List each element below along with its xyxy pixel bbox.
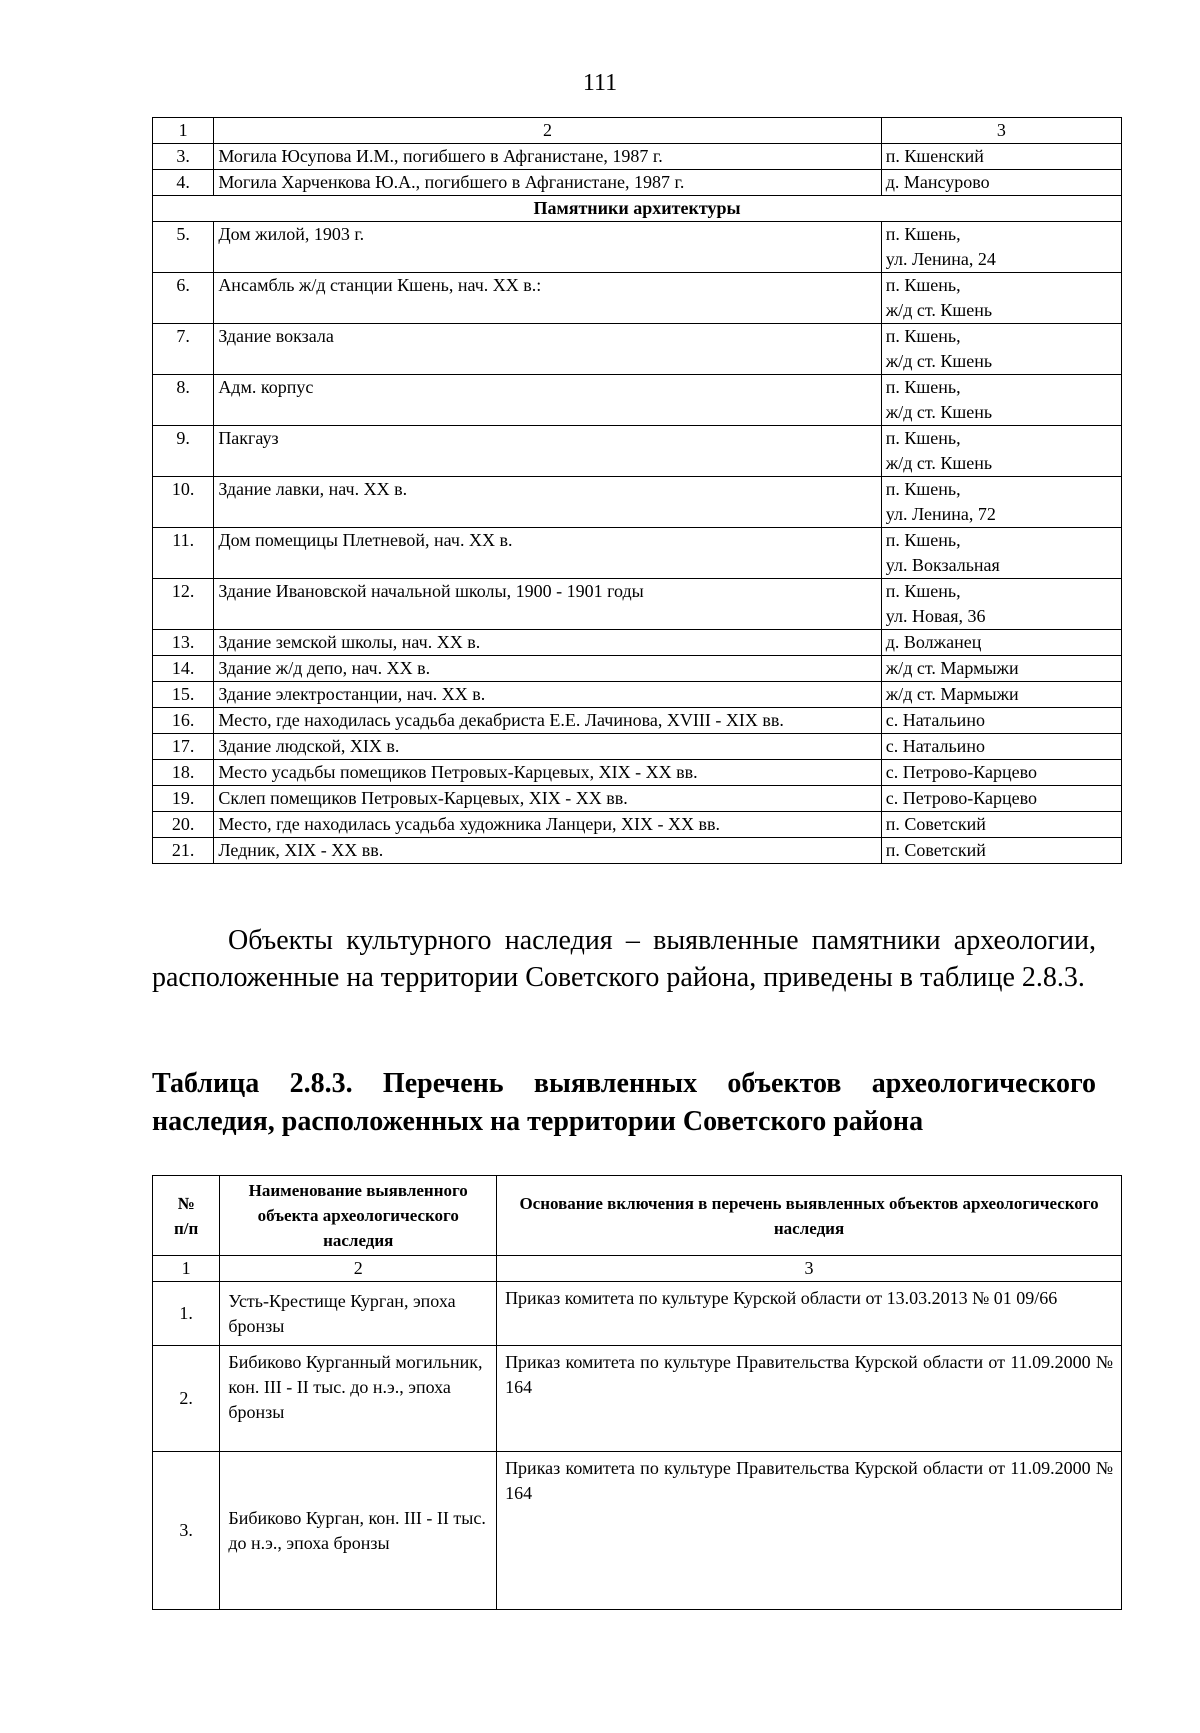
object-name: Здание Ивановской начальной школы, 1900 - 1901 годы xyxy=(214,579,881,630)
object-location xyxy=(881,656,1121,682)
header-name-cell: Наименование выявленного объекта археологического наследия xyxy=(220,1176,497,1256)
location-line: п. Советский xyxy=(885,814,986,834)
inclusion-basis: Приказ комитета по культуре Правительства Курской области от 11.09.2000 № 164 xyxy=(497,1346,1122,1452)
location-line: ул. Ленина, 72 xyxy=(885,504,996,524)
object-location xyxy=(881,528,1121,579)
table-row xyxy=(153,1346,1122,1452)
location-line: п. Кшень, xyxy=(885,275,961,295)
header-num-line2: п/п xyxy=(174,1218,199,1238)
object-location xyxy=(881,579,1121,630)
table-header-row xyxy=(153,118,1122,144)
object-name: Ансамбль ж/д станции Кшень, нач. XX в.: xyxy=(214,273,881,324)
location-line: ж/д ст. Кшень xyxy=(885,351,993,371)
row-number: 8. xyxy=(153,375,214,426)
row-number: 2. xyxy=(153,1346,220,1452)
header-cell: 1 xyxy=(153,118,214,144)
table-row xyxy=(153,734,1122,760)
object-name: Здание ж/д депо, нач. XX в. xyxy=(214,656,881,682)
row-number: 9. xyxy=(153,426,214,477)
object-name: Здание лавки, нач. XX в. xyxy=(214,477,881,528)
row-number: 21. xyxy=(153,838,214,864)
location-line: с. Петрово-Карцево xyxy=(885,788,1037,808)
page-number: 111 xyxy=(582,70,618,96)
table-row xyxy=(153,682,1122,708)
object-location xyxy=(881,838,1121,864)
location-line: с. Натальино xyxy=(885,736,985,756)
object-name: Здание электростанции, нач. XX в. xyxy=(214,682,881,708)
table-row xyxy=(153,579,1122,630)
object-name: Склеп помещиков Петровых-Карцевых, XIX - XX вв. xyxy=(214,786,881,812)
table-row xyxy=(153,812,1122,838)
table-row xyxy=(153,656,1122,682)
object-name: Бибиково Курган, кон. III - II тыс. до н.э., эпоха бронзы xyxy=(220,1452,497,1610)
row-number: 12. xyxy=(153,579,214,630)
monuments-table xyxy=(152,117,1122,864)
table-row xyxy=(153,477,1122,528)
object-name: Здание земской школы, нач. XX в. xyxy=(214,630,881,656)
row-number: 10. xyxy=(153,477,214,528)
inclusion-basis: Приказ комитета по культуре Правительства Курской области от 11.09.2000 № 164 xyxy=(497,1452,1122,1610)
object-location xyxy=(881,734,1121,760)
object-name: Ледник, XIX - XX вв. xyxy=(214,838,881,864)
location-line: п. Кшень, xyxy=(885,581,961,601)
location-line: п. Кшень, xyxy=(885,326,961,346)
row-number: 3. xyxy=(153,1452,220,1610)
table-row xyxy=(153,375,1122,426)
location-line: ж/д ст. Кшень xyxy=(885,402,993,422)
location-line: ж/д ст. Кшень xyxy=(885,300,993,320)
object-location xyxy=(881,324,1121,375)
object-name: Место усадьбы помещиков Петровых-Карцевых, XIX - XX вв. xyxy=(214,760,881,786)
table-row xyxy=(153,1452,1122,1610)
section-title: Памятники архитектуры xyxy=(153,196,1122,222)
location-line: п. Кшень, xyxy=(885,479,961,499)
object-location xyxy=(881,682,1121,708)
table-row xyxy=(153,786,1122,812)
location-line: ул. Ленина, 24 xyxy=(885,249,996,269)
table-row xyxy=(153,222,1122,273)
table-row xyxy=(153,760,1122,786)
location-line: п. Кшень, xyxy=(885,428,961,448)
row-number: 11. xyxy=(153,528,214,579)
row-number: 17. xyxy=(153,734,214,760)
object-name: Здание вокзала xyxy=(214,324,881,375)
row-number: 13. xyxy=(153,630,214,656)
object-name: Здание людской, XIX в. xyxy=(214,734,881,760)
object-name: Дом помещицы Плетневой, нач. XX в. xyxy=(214,528,881,579)
row-number: 19. xyxy=(153,786,214,812)
table-caption: Таблица 2.8.3. Перечень выявленных объектов археологического наследия, расположенных на территории Советского района xyxy=(152,1068,1096,1137)
section-row xyxy=(153,196,1122,222)
table-row xyxy=(153,170,1122,196)
location-line: д. Волжанец xyxy=(885,632,982,652)
row-number: 20. xyxy=(153,812,214,838)
row-number: 1. xyxy=(153,1282,220,1346)
object-location xyxy=(881,708,1121,734)
object-name: Место, где находилась усадьба декабриста Е.Е. Лачинова, XVIII - XIX вв. xyxy=(214,708,881,734)
row-number: 15. xyxy=(153,682,214,708)
object-location: п. Кшенский xyxy=(881,144,1121,170)
table-row xyxy=(153,630,1122,656)
location-line: ул. Вокзальная xyxy=(885,555,1000,575)
location-line: ж/д ст. Мармыжи xyxy=(885,684,1019,704)
row-number: 4. xyxy=(153,170,214,196)
index-cell: 2 xyxy=(220,1256,497,1282)
object-name: Пакгауз xyxy=(214,426,881,477)
object-location xyxy=(881,786,1121,812)
body-paragraph: Объекты культурного наследия – выявленные памятники археологии, расположенные на территории Советского района, приведены в таблице 2.8.3. xyxy=(152,925,1096,993)
object-location xyxy=(881,630,1121,656)
object-location: д. Мансурово xyxy=(881,170,1121,196)
object-name: Могила Харченкова Ю.А., погибшего в Афганистане, 1987 г. xyxy=(214,170,881,196)
table-row xyxy=(153,838,1122,864)
table-row xyxy=(153,708,1122,734)
row-number: 18. xyxy=(153,760,214,786)
table-row xyxy=(153,426,1122,477)
header-basis-cell: Основание включения в перечень выявленных объектов археологического наследия xyxy=(497,1176,1122,1256)
table-row xyxy=(153,144,1122,170)
location-line: ул. Новая, 36 xyxy=(885,606,986,626)
header-num-cell xyxy=(153,1176,220,1256)
location-line: с. Петрово-Карцево xyxy=(885,762,1037,782)
header-cell: 3 xyxy=(881,118,1121,144)
object-name: Дом жилой, 1903 г. xyxy=(214,222,881,273)
location-line: п. Кшень, xyxy=(885,377,961,397)
header-cell: 2 xyxy=(214,118,881,144)
index-row xyxy=(153,1256,1122,1282)
object-location xyxy=(881,760,1121,786)
index-cell: 1 xyxy=(153,1256,220,1282)
row-number: 7. xyxy=(153,324,214,375)
object-location xyxy=(881,812,1121,838)
location-line: ж/д ст. Кшень xyxy=(885,453,993,473)
inclusion-basis: Приказ комитета по культуре Курской области от 13.03.2013 № 01 09/66 xyxy=(497,1282,1122,1346)
object-name: Могила Юсупова И.М., погибшего в Афганистане, 1987 г. xyxy=(214,144,881,170)
row-number: 16. xyxy=(153,708,214,734)
table-row xyxy=(153,324,1122,375)
object-name: Адм. корпус xyxy=(214,375,881,426)
table-header-row xyxy=(153,1176,1122,1256)
object-location xyxy=(881,222,1121,273)
location-line: с. Натальино xyxy=(885,710,985,730)
object-location xyxy=(881,426,1121,477)
table-row xyxy=(153,273,1122,324)
object-name: Место, где находилась усадьба художника Ланцери, XIX - XX вв. xyxy=(214,812,881,838)
location-line: ж/д ст. Мармыжи xyxy=(885,658,1019,678)
object-location xyxy=(881,375,1121,426)
object-name: Бибиково Курганный могильник, кон. III - II тыс. до н.э., эпоха бронзы xyxy=(220,1346,497,1452)
header-num-line1: № xyxy=(177,1193,195,1213)
archaeology-table xyxy=(152,1175,1122,1610)
row-number: 6. xyxy=(153,273,214,324)
row-number: 3. xyxy=(153,144,214,170)
object-location xyxy=(881,477,1121,528)
table-row xyxy=(153,1282,1122,1346)
index-cell: 3 xyxy=(497,1256,1122,1282)
location-line: п. Советский xyxy=(885,840,986,860)
table-body xyxy=(153,222,1122,864)
table-row xyxy=(153,528,1122,579)
object-location xyxy=(881,273,1121,324)
object-name: Усть-Крестище Курган, эпоха бронзы xyxy=(220,1282,497,1346)
location-line: п. Кшень, xyxy=(885,224,961,244)
location-line: п. Кшень, xyxy=(885,530,961,550)
row-number: 14. xyxy=(153,656,214,682)
row-number: 5. xyxy=(153,222,214,273)
